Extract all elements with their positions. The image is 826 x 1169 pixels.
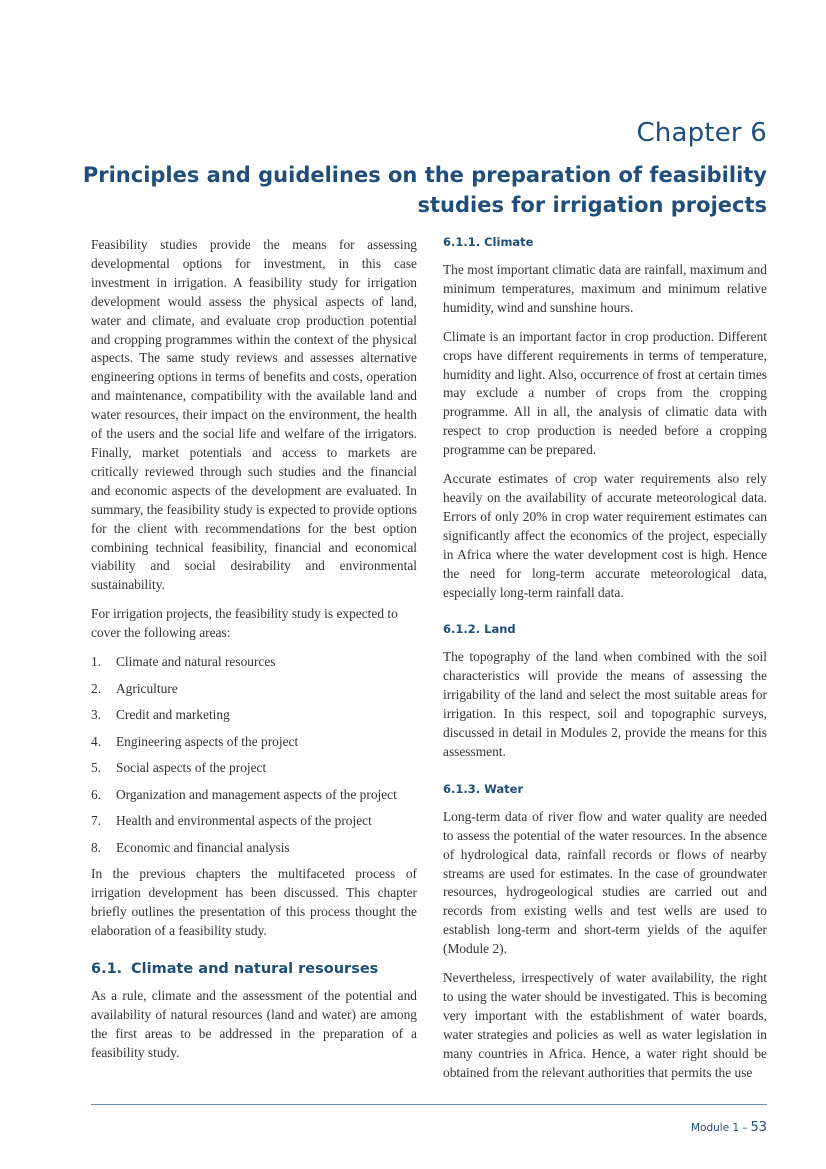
water-paragraph-1: Long-term data of river flow and water quality are needed to assess the potential of the water resources. In the absence of hydrological data, rainfall records or flows of nearby streams are used for estimates. In the case of groundwater resources, hydrogeological studies are carried out and records from existing wells and test wells are used to establish long-term and short-term yields of the aquifer (Module 2).: [443, 808, 767, 957]
chapter-label: Chapter 6: [636, 118, 767, 148]
previous-chapters-paragraph: In the previous chapters the multifaceted process of irrigation development has been discussed. This chapter briefly outlines the presentation of this process thought the elaboration of a feasibility study.: [91, 866, 417, 939]
subheading-water: 6.1.3. Water: [443, 781, 524, 796]
water-paragraph-2: Nevertheless, irrespectively of water availability, the right to using the water should be investigated. This is becoming very important with the establishment of water boards, water strategies and policies as well as water legislation in many countries in Africa. Hence, a water right should be obtained from the relevant authorities that permits the use: [443, 970, 767, 1080]
list-item: 5. Social aspects of the project: [91, 760, 267, 776]
intro-paragraph: Feasibility studies provide the means for assessing developmental options for investment, in this case investment in irrigation. A feasibility study for irrigation development would assess the physical aspects of land, water and climate, and evaluate crop production potential and cropping programmes within the context of the physical aspects. The same study reviews and assesses alternative engineering options in terms of benefits and costs, operation and maintenance, compatibility with the available land and water resources, their impact on the environment, the health of the users and the social life and welfare of the irrigators. Finally, market potentials and access to markets are critically reviewed through such studies and the financial and economic aspects of the development are evaluated. In summary, the feasibility study is expected to provide options for the client with recommendations for the best option combining technical feasibility, financial and economical viability and social desirability and environmental sustainability.: [91, 237, 417, 593]
right-column: [443, 233, 767, 1093]
section-heading-6-1: 6.1. Climate and natural resourses: [91, 961, 379, 978]
list-item: 7. Health and environmental aspects of the project: [91, 813, 372, 829]
chapter-title-line-1: Principles and guidelines on the preparation of feasibility: [82, 163, 767, 187]
section-6-1-paragraph: As a rule, climate and the assessment of the potential and availability of natural resources (land and water) are among the first areas to be addressed in the preparation of a feasibility study.: [91, 988, 417, 1060]
list-item: 2. Agriculture: [91, 680, 178, 696]
areas-intro-paragraph: For irrigation projects, the feasibility study is expected to cover the following areas:: [91, 606, 398, 641]
list-item: 8. Economic and financial analysis: [91, 839, 290, 855]
climate-paragraph-1: The most important climatic data are rainfall, maximum and minimum temperatures, maximum and minimum relative humidity, wind and sunshine hours.: [443, 262, 767, 315]
subheading-climate: 6.1.1. Climate: [443, 235, 534, 249]
feasibility-areas-list: [91, 653, 417, 857]
subheading-land: 6.1.2. Land: [443, 622, 516, 637]
left-column: [91, 236, 417, 1073]
list-item: 4. Engineering aspects of the project: [91, 733, 299, 749]
climate-paragraph-3: Accurate estimates of crop water requirements also rely heavily on the availability of accurate meteorological data. Errors of only 20% in crop water requirement estimates can significantly affect the economics of the project, especially in Africa where the water development cost is high. Hence the need for long-term accurate meteorological data, especially long-term rainfall data.: [443, 471, 767, 600]
list-item: 1. Climate and natural resources: [91, 654, 276, 670]
footer-module-label: Module 1: [691, 1122, 740, 1134]
footer-separator: –: [742, 1122, 748, 1134]
footer-divider: [91, 1104, 767, 1105]
climate-paragraph-2: Climate is an important factor in crop production. Different crops have different requirements in terms of temperature, humidity and light. Also, occurrence of frost at certain times may exclude a number of crops from the cropping programme. All in all, the analysis of climatic data with respect to crop production is needed before a cropping programme can be prepared.: [443, 328, 767, 458]
list-item: 6. Organization and management aspects of the project: [91, 786, 397, 802]
land-paragraph-1: The topography of the land when combined with the soil characteristics will provide the means of assessing the irrigability of the land and select the most suitable areas for irrigation. In this respect, soil and topographic surveys, discussed in detail in Modules 2, provide the means for this assessment.: [443, 649, 767, 759]
chapter-title-line-2: studies for irrigation projects: [417, 193, 767, 217]
list-item: 3. Credit and marketing: [91, 707, 230, 723]
page-number: 53: [750, 1120, 767, 1135]
page-footer: [691, 1116, 767, 1135]
chapter-title: [67, 160, 767, 220]
